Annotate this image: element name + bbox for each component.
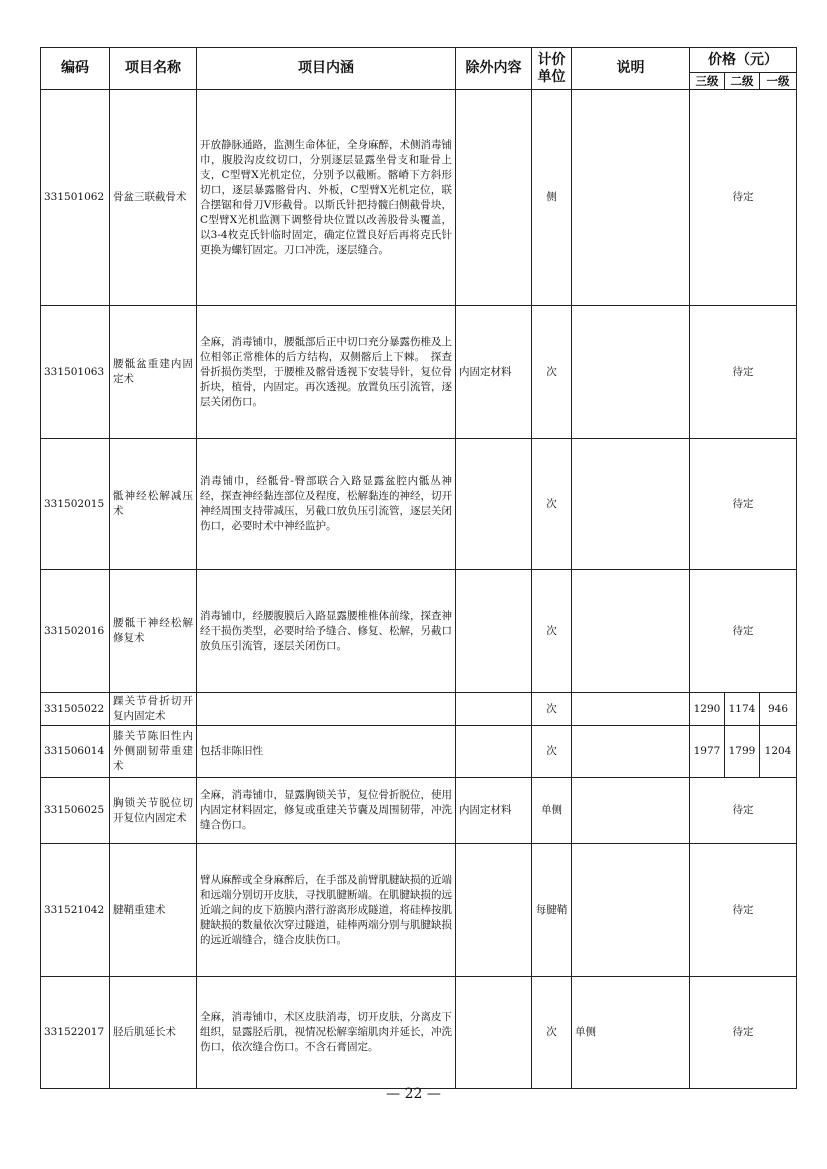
row-content: 全麻，消毒铺巾，腰骶部后正中切口充分暴露伤椎及上位相邻正常椎体的后方结构，双侧髂后上下棘。 探查骨折损伤类型，于腰椎及髂骨透视下安装导针，复位骨折块，植骨，内固定。再次透视。放置负压引流管，逐层关闭伤口。 [197, 306, 456, 439]
row-name: 腰骶干神经松解修复术 [110, 570, 197, 693]
row-name: 胸锁关节脱位切开复位内固定术 [110, 778, 197, 844]
header-code: 编码 [41, 48, 110, 90]
row-note [572, 844, 690, 977]
row-name: 腰骶盆重建内固定术 [110, 306, 197, 439]
header-level3: 三级 [690, 73, 725, 90]
row-price-level2: 1799 [725, 726, 760, 778]
page-number: — 22 — [386, 1086, 441, 1102]
row-excluded [456, 844, 532, 977]
table-row [41, 439, 797, 570]
row-code: 331502015 [41, 439, 110, 570]
row-name: 胫后肌延长术 [110, 977, 197, 1089]
header-unit: 计价单位 [532, 48, 572, 90]
row-note [572, 693, 690, 726]
row-note [572, 306, 690, 439]
row-name: 踝关节骨折切开复内固定术 [110, 693, 197, 726]
row-unit: 次 [532, 570, 572, 693]
row-note: 单侧 [572, 977, 690, 1089]
row-code: 331502016 [41, 570, 110, 693]
row-name: 骶神经松解减压术 [110, 439, 197, 570]
row-content: 全麻，消毒铺巾，术区皮肤消毒，切开皮肤，分离皮下组织，显露胫后肌，视情况松解挛缩肌肉并延长，冲洗伤口，依次缝合伤口。不含石膏固定。 [197, 977, 456, 1089]
header-excluded: 除外内容 [456, 48, 532, 90]
header-level2: 二级 [725, 73, 760, 90]
row-unit: 每腱鞘 [532, 844, 572, 977]
row-excluded: 内固定材料 [456, 778, 532, 844]
row-content [197, 693, 456, 726]
row-unit: 次 [532, 693, 572, 726]
row-price-level3: 1290 [690, 693, 725, 726]
table-row [41, 90, 797, 306]
row-excluded [456, 726, 532, 778]
row-unit: 单侧 [532, 778, 572, 844]
row-code: 331521042 [41, 844, 110, 977]
row-name: 骨盆三联截骨术 [110, 90, 197, 306]
row-excluded [456, 90, 532, 306]
row-note [572, 778, 690, 844]
row-note [572, 90, 690, 306]
row-price: 待定 [690, 439, 797, 570]
row-code: 331506025 [41, 778, 110, 844]
row-price: 待定 [690, 306, 797, 439]
header-note: 说明 [572, 48, 690, 90]
table-row [41, 693, 797, 726]
row-price: 待定 [690, 844, 797, 977]
row-code: 331501063 [41, 306, 110, 439]
row-content: 包括非陈旧性 [197, 726, 456, 778]
header-price: 价格（元） [690, 48, 797, 73]
row-name: 腱鞘重建术 [110, 844, 197, 977]
row-content: 消毒铺巾，经腰腹膜后入路显露腰椎椎体前缘，探查神经干损伤类型，必要时给予缝合、修复、松解，另截口放负压引流管，逐层关闭伤口。 [197, 570, 456, 693]
table-row [41, 778, 797, 844]
row-unit: 次 [532, 439, 572, 570]
row-price-level2: 1174 [725, 693, 760, 726]
row-note [572, 726, 690, 778]
row-excluded [456, 977, 532, 1089]
row-unit: 次 [532, 726, 572, 778]
table-row [41, 306, 797, 439]
row-unit: 次 [532, 977, 572, 1089]
header-content: 项目内涵 [197, 48, 456, 90]
row-excluded [456, 570, 532, 693]
row-price: 待定 [690, 90, 797, 306]
row-excluded: 内固定材料 [456, 306, 532, 439]
row-excluded [456, 439, 532, 570]
row-content: 全麻，消毒铺巾，显露胸锁关节，复位骨折脱位，使用内固定材料固定，修复或重建关节囊及周围韧带，冲洗缝合伤口。 [197, 778, 456, 844]
row-code: 331522017 [41, 977, 110, 1089]
table-row [41, 977, 797, 1089]
row-price: 待定 [690, 977, 797, 1089]
row-name: 膝关节陈旧性内外侧副韧带重建术 [110, 726, 197, 778]
row-price: 待定 [690, 570, 797, 693]
row-content: 开放静脉通路，监测生命体征，全身麻醉，术侧消毒铺巾，腹股沟皮纹切口，分别逐层显露坐骨支和耻骨上支，C型臂X光机定位，分别予以截断。髂嵴下方斜形切口，逐层暴露髂骨内、外板，C型臂X光机定位，联合摆锯和骨刀V形截骨。以斯氏针把持髋臼侧截骨块，C型臂X光机监测下调整骨块位置以改善股骨头覆盖，以3-4枚克氏针临时固定，确定位置良好后再将克氏针更换为螺钉固定。刀口冲洗，逐层缝合。 [197, 90, 456, 306]
row-price-level3: 1977 [690, 726, 725, 778]
header-name: 项目名称 [110, 48, 197, 90]
row-code: 331506014 [41, 726, 110, 778]
header-level1: 一级 [760, 73, 797, 90]
row-content: 臂从麻醉或全身麻醉后，在手部及前臂肌腱缺损的近端和远端分别切开皮肤，寻找肌腱断端。在肌腱缺损的远近端之间的皮下筋膜内潜行游离形成隧道，将硅棒按肌腱缺损的数量依次穿过隧道，硅棒两端分别与肌腱缺损的远近端缝合，缝合皮肤伤口。 [197, 844, 456, 977]
row-note [572, 439, 690, 570]
row-price-level1: 946 [760, 693, 797, 726]
fee-schedule-table [40, 47, 797, 1089]
row-code: 331505022 [41, 693, 110, 726]
table-row [41, 844, 797, 977]
row-note [572, 570, 690, 693]
row-price: 待定 [690, 778, 797, 844]
row-unit: 次 [532, 306, 572, 439]
row-content: 消毒铺巾，经骶骨-臀部联合入路显露盆腔内骶丛神经，探查神经黏连部位及程度，松解黏连的神经，切开神经周围支持带减压，另截口放负压引流管，逐层关闭伤口，必要时术中神经监护。 [197, 439, 456, 570]
row-price-level1: 1204 [760, 726, 797, 778]
table-row [41, 726, 797, 778]
row-code: 331501062 [41, 90, 110, 306]
row-excluded [456, 693, 532, 726]
table-row [41, 570, 797, 693]
row-unit: 侧 [532, 90, 572, 306]
